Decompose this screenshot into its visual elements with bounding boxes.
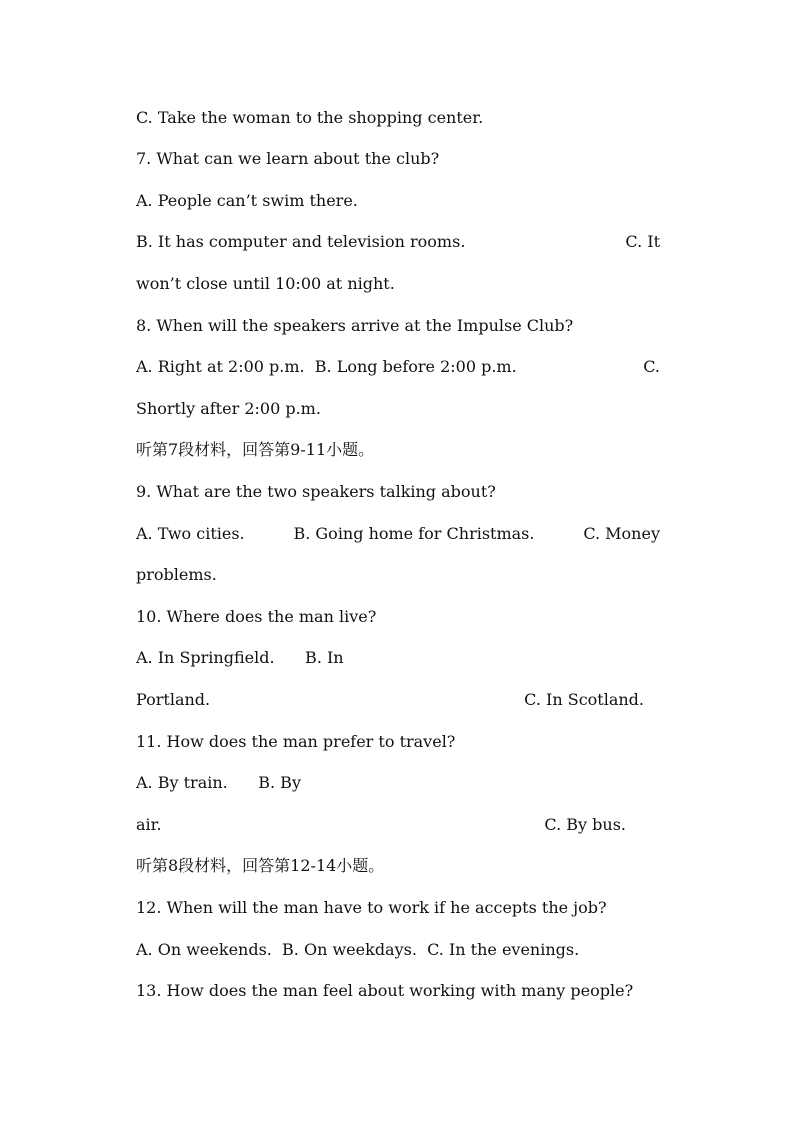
question-11: 11. How does the man prefer to travel? bbox=[136, 732, 456, 751]
text-line bbox=[136, 354, 660, 380]
option-c: C. bbox=[643, 357, 660, 376]
text-line: A. In Springfield. B. In bbox=[136, 648, 344, 667]
text-line bbox=[136, 521, 660, 547]
option-b-cont: air. bbox=[136, 815, 162, 834]
option-a: A. Two cities. bbox=[136, 524, 245, 543]
question-10: 10. Where does the man live? bbox=[136, 607, 377, 626]
text-line: problems. bbox=[136, 565, 217, 584]
option-b: B. It has computer and television rooms. bbox=[136, 232, 466, 251]
section-heading: 听第7段材料，回答第9-11小题。 bbox=[136, 440, 375, 459]
text-line: won’t close until 10:00 at night. bbox=[136, 274, 395, 293]
option-b-cont: Portland. bbox=[136, 690, 211, 709]
text-line: Shortly after 2:00 p.m. bbox=[136, 399, 321, 418]
text-line bbox=[136, 687, 644, 713]
section-heading: 听第8段材料，回答第12-14小题。 bbox=[136, 856, 385, 875]
option-b: B. Going home for Christmas. bbox=[293, 524, 535, 543]
question-9: 9. What are the two speakers talking about? bbox=[136, 482, 496, 501]
question-8: 8. When will the speakers arrive at the Impulse Club? bbox=[136, 316, 574, 335]
text-line bbox=[136, 812, 626, 838]
question-12: 12. When will the man have to work if he accepts the job? bbox=[136, 898, 607, 917]
text-line: A. People can’t swim there. bbox=[136, 191, 358, 210]
option-c: C. By bus. bbox=[544, 815, 626, 834]
option-c: C. In Scotland. bbox=[524, 690, 644, 709]
text-line bbox=[136, 229, 660, 255]
text-line: C. Take the woman to the shopping center. bbox=[136, 108, 484, 127]
text-line: A. By train. B. By bbox=[136, 773, 301, 792]
question-7: 7. What can we learn about the club? bbox=[136, 149, 440, 168]
text-line: A. On weekends. B. On weekdays. C. In the evenings. bbox=[136, 940, 580, 959]
option-c: C. It bbox=[625, 232, 660, 251]
option-c: C. Money bbox=[583, 524, 660, 543]
question-13: 13. How does the man feel about working with many people? bbox=[136, 981, 634, 1000]
options-a-b: A. Right at 2:00 p.m. B. Long before 2:00 p.m. bbox=[136, 357, 517, 376]
